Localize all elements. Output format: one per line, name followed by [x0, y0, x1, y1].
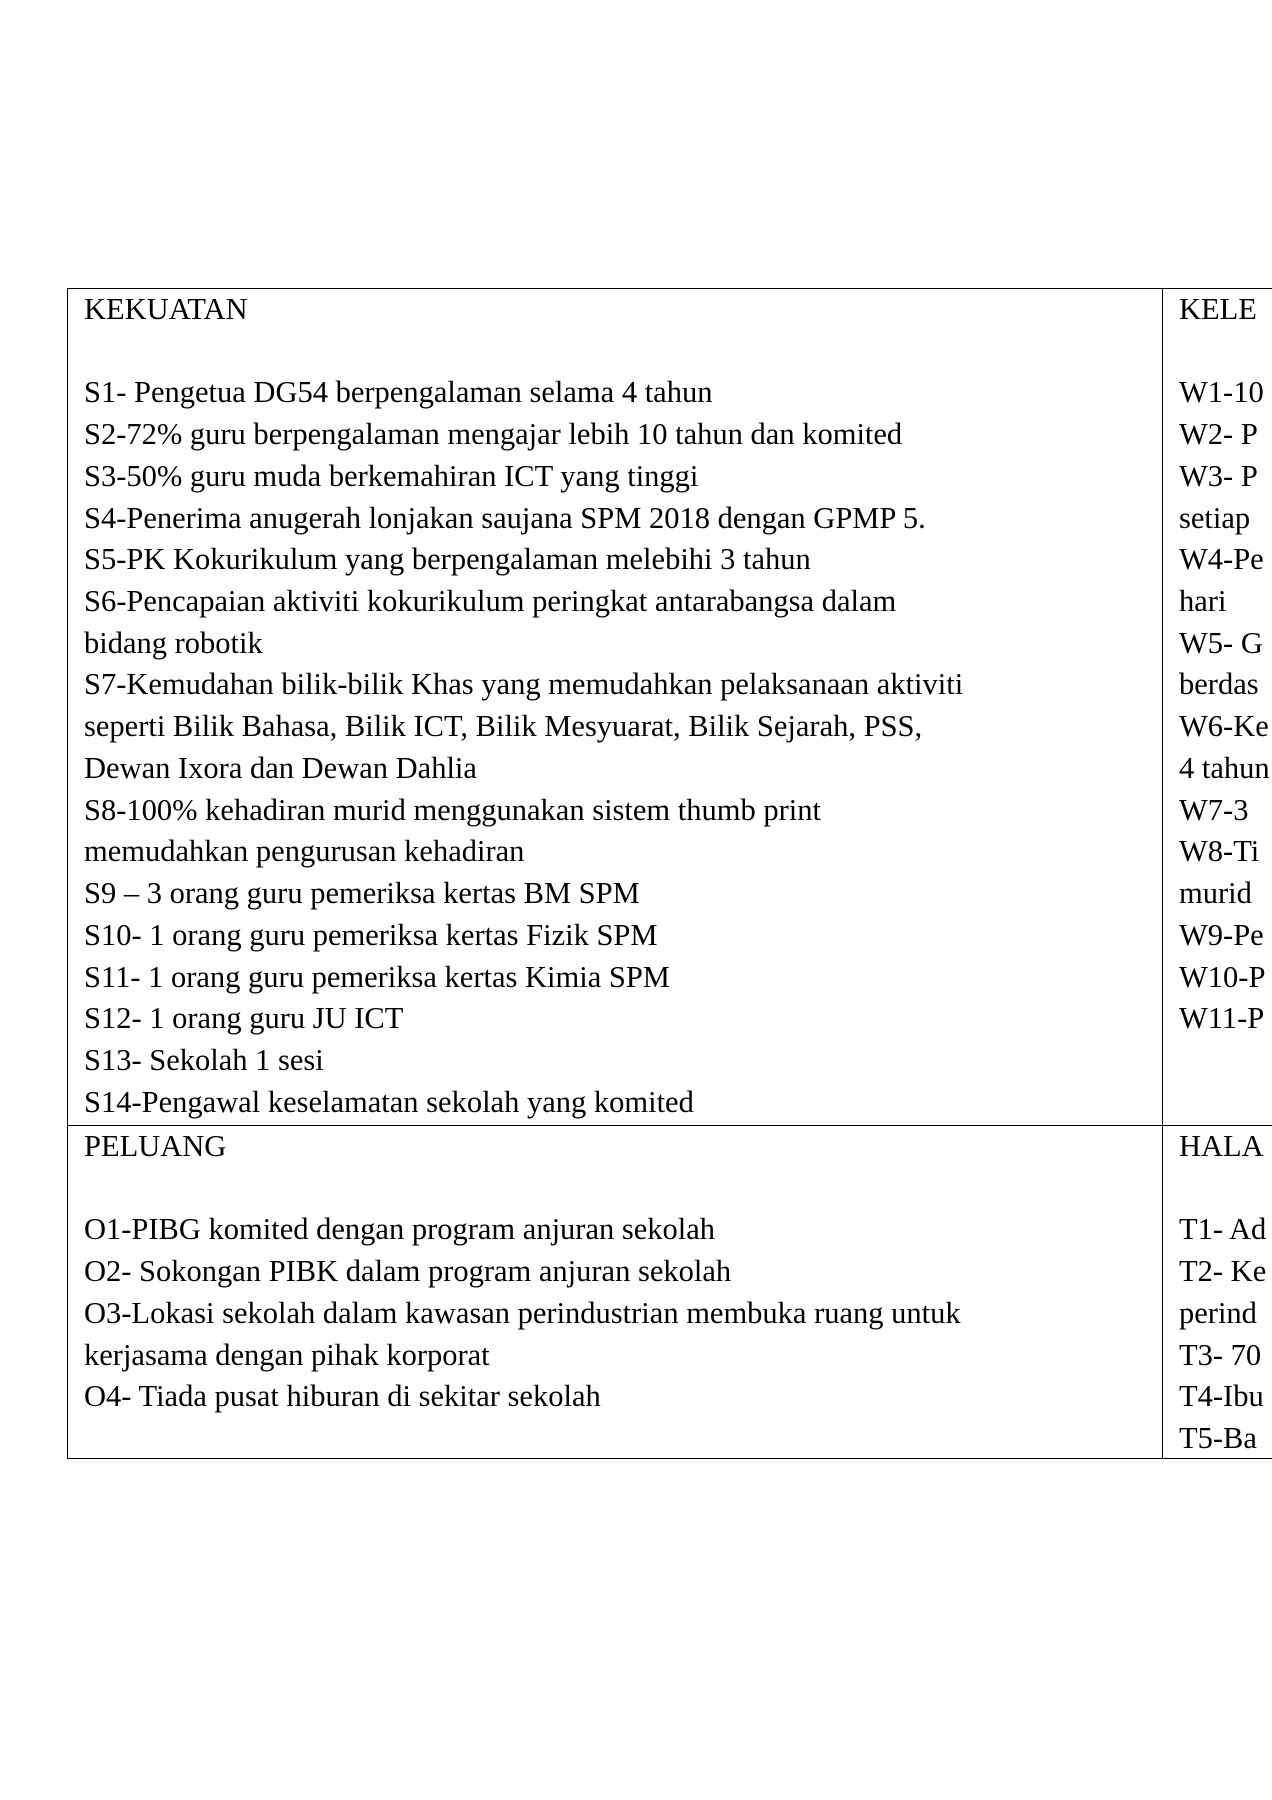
list-item: S14-Pengawal keselamatan sekolah yang komited: [84, 1084, 694, 1119]
list-item: S5-PK Kokurikulum yang berpengalaman melebihi 3 tahun: [84, 542, 811, 577]
list-item: T3- 70: [1179, 1337, 1262, 1372]
list-item: S9 – 3 orang guru pemeriksa kertas BM SPM: [84, 876, 640, 911]
list-item: W1-10: [1179, 375, 1264, 410]
list-item: S13- Sekolah 1 sesi: [84, 1042, 324, 1077]
list-item: S3-50% guru muda berkemahiran ICT yang tinggi: [84, 458, 699, 493]
strengths-list: [84, 372, 1162, 1123]
list-item: W2- P: [1179, 417, 1258, 452]
list-item: S6-Pencapaian aktiviti kokurikulum peringkat antarabangsa dalam: [84, 584, 897, 619]
list-item: bidang robotik: [84, 625, 263, 660]
list-item: S12- 1 orang guru JU ICT: [84, 1001, 404, 1036]
list-item: seperti Bilik Bahasa, Bilik ICT, Bilik Mesyuarat, Bilik Sejarah, PSS,: [84, 709, 923, 744]
list-item: 4 tahun: [1179, 750, 1270, 785]
list-item: T2- Ke: [1179, 1254, 1267, 1289]
swot-table: [67, 288, 1272, 1459]
list-item: S2-72% guru berpengalaman mengajar lebih 10 tahun dan komited: [84, 417, 903, 452]
list-item: O2- Sokongan PIBK dalam program anjuran sekolah: [84, 1254, 732, 1289]
list-item: kerjasama dengan pihak korporat: [84, 1337, 490, 1372]
threats-cell: [1162, 1125, 1272, 1458]
list-item: S8-100% kehadiran murid menggunakan sistem thumb print: [84, 792, 821, 827]
weaknesses-heading: KELE: [1179, 292, 1257, 326]
list-item: W10-P: [1179, 959, 1266, 994]
list-item: W4-Pe: [1179, 542, 1264, 577]
weaknesses-list: [1179, 372, 1272, 1040]
list-item: W8-Ti: [1179, 834, 1260, 869]
opportunities-cell: [68, 1125, 1162, 1458]
list-item: W7-3: [1179, 792, 1249, 827]
opportunities-list: [84, 1209, 1162, 1418]
list-item: O4- Tiada pusat hiburan di sekitar sekolah: [84, 1379, 601, 1414]
opportunities-heading: PELUANG: [84, 1129, 227, 1163]
list-item: berdas: [1179, 667, 1259, 702]
list-item: S1- Pengetua DG54 berpengalaman selama 4 tahun: [84, 375, 713, 410]
list-item: murid: [1179, 876, 1252, 911]
spacer: [1179, 331, 1272, 373]
list-item: Dewan Ixora dan Dewan Dahlia: [84, 750, 477, 785]
list-item: W3- P: [1179, 458, 1258, 493]
strengths-cell: [68, 289, 1162, 1125]
list-item: W9-Pe: [1179, 917, 1264, 952]
list-item: W6-Ke: [1179, 709, 1269, 744]
list-item: T1- Ad: [1179, 1212, 1267, 1247]
list-item: S4-Penerima anugerah lonjakan saujana SPM 2018 dengan GPMP 5.: [84, 500, 926, 535]
list-item: hari: [1179, 584, 1227, 619]
spacer: [1179, 1168, 1272, 1210]
list-item: setiap: [1179, 500, 1251, 535]
strengths-heading: KEKUATAN: [84, 292, 248, 326]
list-item: T4-Ibu: [1179, 1379, 1264, 1414]
list-item: S7-Kemudahan bilik-bilik Khas yang memudahkan pelaksanaan aktiviti: [84, 667, 964, 702]
spacer: [84, 331, 1162, 373]
weaknesses-cell: [1162, 289, 1272, 1125]
list-item: W11-P: [1179, 1001, 1265, 1036]
list-item: S11- 1 orang guru pemeriksa kertas Kimia SPM: [84, 959, 670, 994]
spacer: [84, 1168, 1162, 1210]
list-item: T5-Ba: [1179, 1421, 1257, 1456]
list-item: W5- G: [1179, 625, 1263, 660]
list-item: O3-Lokasi sekolah dalam kawasan perindustrian membuka ruang untuk: [84, 1295, 961, 1330]
list-item: memudahkan pengurusan kehadiran: [84, 834, 525, 869]
list-item: S10- 1 orang guru pemeriksa kertas Fizik SPM: [84, 917, 658, 952]
threats-heading: HALA: [1179, 1129, 1264, 1163]
list-item: O1-PIBG komited dengan program anjuran sekolah: [84, 1212, 716, 1247]
list-item: perind: [1179, 1295, 1257, 1330]
threats-list: [1179, 1209, 1272, 1458]
